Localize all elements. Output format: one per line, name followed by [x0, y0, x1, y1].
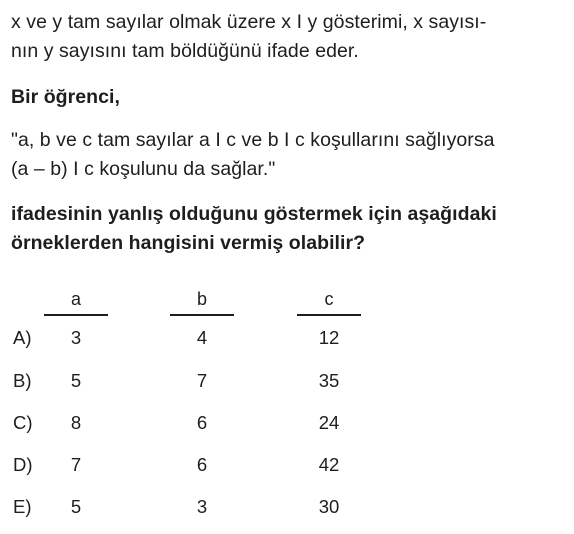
cell-c: 35 — [318, 370, 340, 391]
column-rule-c — [297, 314, 361, 316]
option-label: A) — [13, 327, 32, 348]
prompt-line-1: ifadesinin yanlış olduğunu göstermek için aşağıdaki — [11, 203, 497, 225]
cell-c: 42 — [318, 454, 340, 475]
column-header-b: b — [196, 289, 207, 309]
cell-a: 5 — [70, 370, 82, 391]
claim-line-1: "a, b ve c tam sayılar a I c ve b I c koşullarını sağlıyorsa — [11, 129, 495, 151]
cell-c: 30 — [318, 496, 340, 517]
column-header-a: a — [70, 289, 81, 309]
prompt-line-2: örneklerden hangisini vermiş olabilir? — [11, 232, 366, 254]
cell-b: 6 — [196, 454, 208, 475]
column-header-c: c — [324, 289, 334, 309]
option-label: B) — [13, 370, 32, 391]
intro-line-2: nın y sayısını tam böldüğünü ifade eder. — [11, 40, 359, 62]
cell-a: 5 — [70, 496, 82, 517]
cell-b: 7 — [196, 370, 208, 391]
intro-line-1: x ve y tam sayılar olmak üzere x I y gösterimi, x sayısı- — [11, 11, 487, 33]
cell-b: 3 — [196, 496, 208, 517]
option-label: C) — [13, 412, 33, 433]
column-rule-b — [170, 314, 234, 316]
claim-line-2: (a – b) I c koşulunu da sağlar." — [11, 158, 276, 180]
column-rule-a — [44, 314, 108, 316]
option-label: D) — [13, 454, 33, 475]
cell-a: 8 — [70, 412, 82, 433]
cell-a: 3 — [70, 327, 82, 348]
cell-a: 7 — [70, 454, 82, 475]
cell-c: 24 — [318, 412, 340, 433]
cell-b: 6 — [196, 412, 208, 433]
cell-b: 4 — [196, 327, 208, 348]
student-label: Bir öğrenci, — [11, 86, 120, 108]
option-label: E) — [13, 496, 32, 517]
cell-c: 12 — [318, 327, 340, 348]
